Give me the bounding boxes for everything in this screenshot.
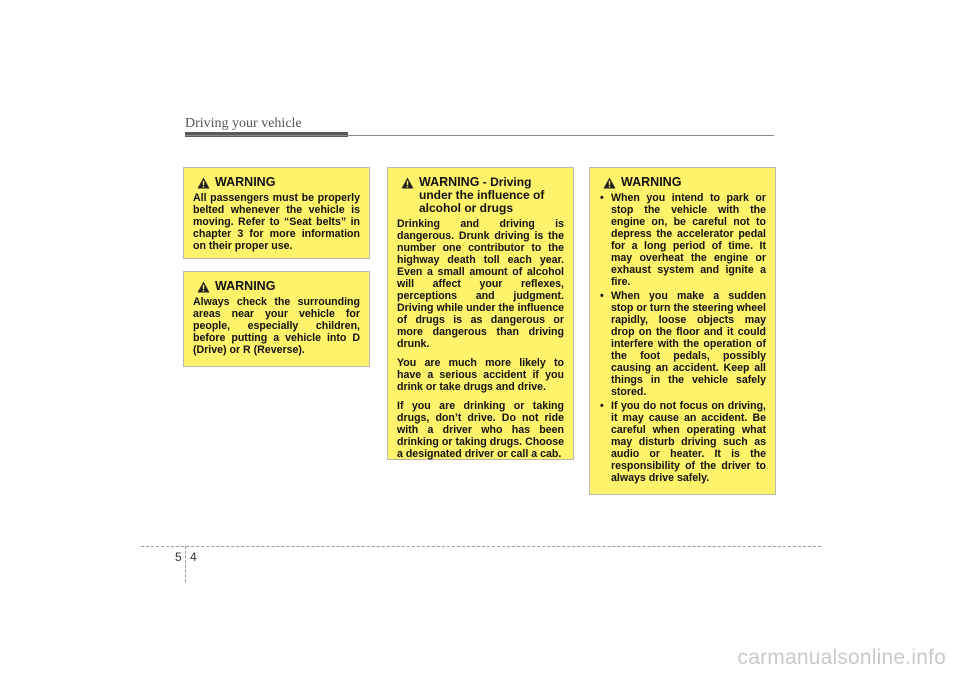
warning-subtitle: - Driving under the influence of alcohol or drugs (419, 175, 545, 215)
list-item: • When you make a sudden stop or turn the steering wheel rapidly, loose objects may drop on the floor and it could interfere with the operation of the foot pedals, possibly causing an accident. Keep all things in the vehicle safely stored. (599, 290, 766, 398)
footer-rule (141, 546, 821, 547)
warning-bullet-list (599, 192, 766, 484)
warning-title: WARNING (215, 279, 276, 293)
warning-title: WARNING (215, 175, 276, 189)
warning-triangle-icon (197, 281, 210, 293)
warning-triangle-icon (401, 177, 414, 189)
warning-text: All passengers must be properly belted whenever the vehicle is moving. Refer to “Seat belts” in chapter 3 for more information on their proper use. (193, 192, 360, 252)
warning-triangle-icon (603, 177, 616, 189)
warning-title: WARNING (419, 175, 480, 189)
warning-title-group (419, 176, 564, 215)
page-number: 4 (190, 550, 197, 564)
warning-heading (603, 176, 766, 189)
list-item: • If you do not focus on driving, it may cause an accident. Be careful when operating what may disturb driving such as audio or heater. It is the responsibility of the driver to always drive safely. (599, 400, 766, 484)
warning-text: You are much more likely to have a serious accident if you drink or take drugs and drive. (397, 357, 564, 393)
warning-title: WARNING (621, 175, 682, 189)
warning-box-seat-belts (183, 167, 370, 259)
warning-heading (401, 176, 564, 215)
warning-box-alcohol-drugs (387, 167, 574, 460)
warning-box-driving-safety (589, 167, 776, 495)
header-rule (185, 135, 774, 136)
footer-divider (185, 546, 186, 582)
warning-text: Always check the surrounding areas near your vehicle for people, especially children, before putting a vehicle into D (Drive) or R (Reverse). (193, 296, 360, 356)
warning-heading (197, 176, 360, 189)
warning-triangle-icon (197, 177, 210, 189)
watermark-text: carmanualsonline.info (737, 646, 946, 669)
page-header-title: Driving your vehicle (185, 116, 302, 131)
chapter-number: 5 (175, 550, 182, 564)
warning-text: If you are drinking or taking drugs, don’t drive. Do not ride with a driver who has been drinking or taking drugs. Choose a designated driver or call a cab. (397, 400, 564, 460)
warning-text: Drinking and driving is dangerous. Drunk driving is the number one contributor to the highway death toll each year. Even a small amount of alcohol will affect your reflexes, perceptions and judgment. Driving while under the influence of drugs is as dangerous or more dangerous than driving drunk. (397, 218, 564, 350)
list-item: • When you intend to park or stop the vehicle with the engine on, be careful not to depress the accelerator pedal for a long period of time. It may overheat the engine or exhaust system and ignite a fire. (599, 192, 766, 288)
warning-heading (197, 280, 360, 293)
warning-box-surroundings (183, 271, 370, 367)
